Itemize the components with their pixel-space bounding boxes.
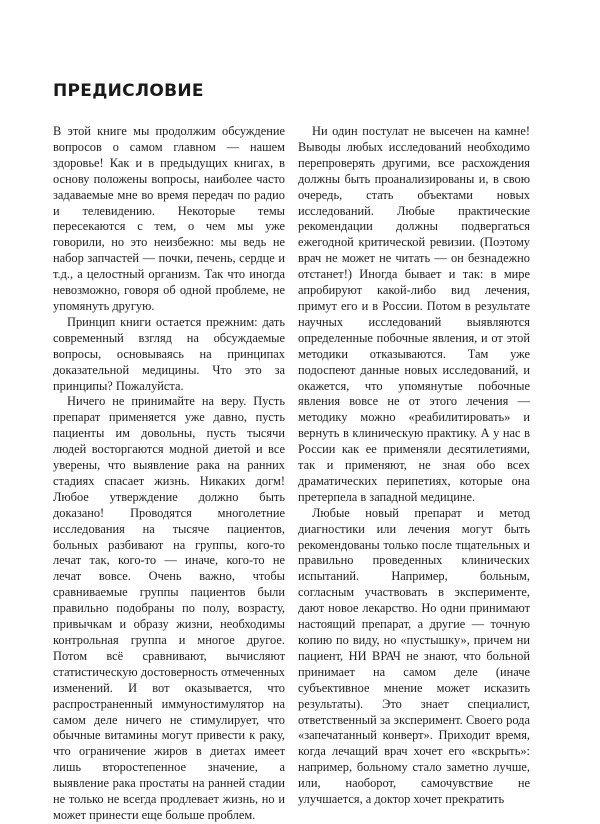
paragraph: Ничего не принимайте на веру. Пусть препарат применяется уже давно, пусть пациенты им довольны, пусть тысячи людей восторгаются модной диетой и все уверены, что выявление рака на ранних стадиях спасает жизнь. Никаких догм! Любое утверждение должно быть доказано! Проводятся многолетние исследования на тысяче пациентов, больных разбивают на группы, кого-то лечат так, кого-то — иначе, кого-то не лечат вовсе. Очень важно, чтобы сравниваемые группы пациентов были правильно подобраны по полу, возрасту, привычкам и образу жизни, необходимы контрольная группа и многое другое. Потом всё сравнивают, вычисляют статистическую достоверность отмеченных изменений. И вот оказывается, что распространенный иммуностимулятор на самом деле ничего не стимулирует, что обычные витамины могут привести к раку, что ограничение жиров в диетах имеет лишь второстепенное значение, а выявление рака простаты на ранней стадии не только не всегда продлевает жизнь, но и может принести еще больше проблем.	[53, 394, 285, 822]
left-text-column	[53, 124, 285, 824]
paragraph: Принцип книги остается прежним: дать современный взгляд на обсуждаемые вопросы, основываясь на принципах доказательной медицины. Что это за принципы? Пожалуйста.	[53, 314, 285, 393]
paragraph: В этой книге мы продолжим обсуждение вопросов о самом главном — нашем здоровье! Как и в предыдущих книгах, в основу положены вопросы, наиболее часто задаваемые мне во время передач по радио и телевидению. Некоторые темы пересекаются с тем, о чем мы уже говорили, но это неизбежно: мы ведь не набор запчастей — почки, печень, сердце и т.д., а целостный организм. Так что иногда невозможно, говоря об одной проблеме, не упомянуть другую.	[53, 124, 285, 313]
paragraph: Любые новый препарат и метод диагностики или лечения могут быть рекомендованы только после тщательных и правильно проведенных клинических испытаний. Например, больным, согласным участвовать в эксперименте, дают новое лекарство. Но одни принимают настоящий препарат, а другие — точную копию по виду, но «пустышку», причем ни пациент, НИ ВРАЧ не знают, что больной принимает на самом деле (иначе субъективное мнение может исказить результаты). Это знает специалист, ответственный за эксперимент. Своего рода «запечатанный конверт». Приходит время, когда лечащий врач хочет его «вскрыть»: например, больному стало заметно лучше, или, наоборот, самочувствие не улучшается, а доктор хочет прекратить	[298, 505, 530, 807]
page-title: ПРЕДИСЛОВИЕ	[53, 81, 204, 101]
paragraph: Ни один постулат не высечен на камне! Выводы любых исследований необходимо перепроверять другими, все расхождения должны быть проанализированы и, в свою очередь, стать объектами новых исследований. Любые практические рекомендации должны подвергаться ежегодной критической ревизии. (Поэтому врач не может не читать — он безнадежно отстанет!) Иногда бывает и так: в мире апробируют какой-либо вид лечения, примут его и в России. Потом в результате научных исследований выявляются определенные побочные явления, и от этой методики отказываются. Там уже подоспеют данные новых исследований, и окажется, что упомянутые побочные явления вовсе не от этого лечения — методику можно «реабилитировать» и вернуть в клиническую практику. А у нас в России как ее применяли десятилетиями, так и применяют, не зная обо всех драматических перипетиях, которые она претерпела в западной медицине.	[298, 124, 530, 504]
right-text-column	[298, 124, 530, 808]
